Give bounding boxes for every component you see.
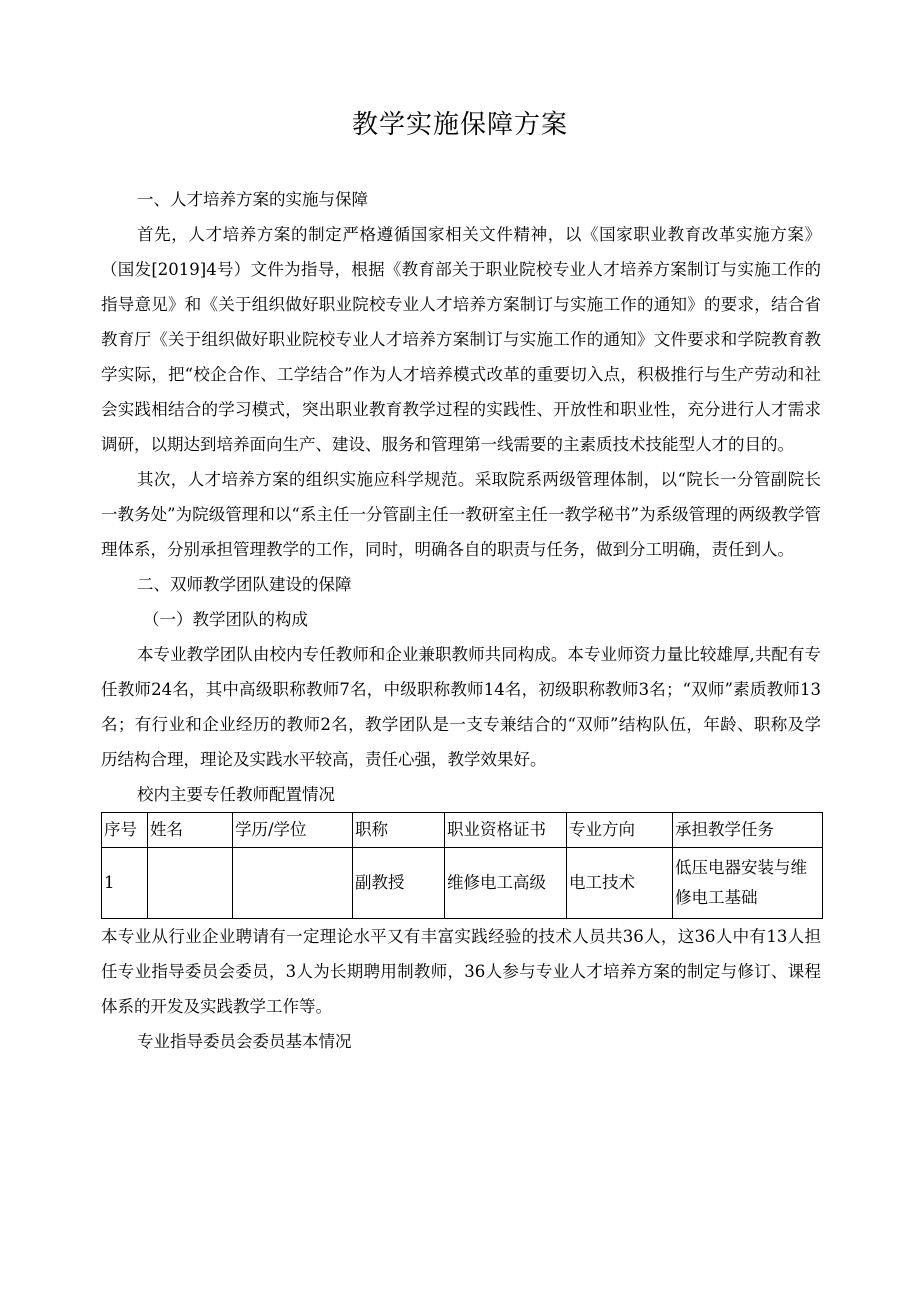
table-cell: 1 — [102, 848, 148, 919]
table-header-cell: 承担教学任务 — [673, 813, 823, 848]
document-body — [101, 182, 821, 1059]
section2-subheading-1: （一）教学团队的构成 — [143, 610, 308, 629]
table-cell — [148, 848, 233, 919]
teacher-table-caption: 校内主要专任教师配置情况 — [137, 785, 335, 804]
committee-table-caption: 专业指导委员会委员基本情况 — [137, 1032, 352, 1051]
table-cell — [233, 848, 353, 919]
section1-paragraph-2: 其次，人才培养方案的组织实施应科学规范。采取院系两级管理体制，以“院长一分管副院长一教务处”为院级管理和以“系主任一分管副主任一教研室主任一教学秘书”为系级管理的两级教学管理体系，分别承担管理教学的工作，同时，明确各自的职责与任务，做到分工明确，责任到人。 — [101, 470, 821, 559]
table-header-cell: 姓名 — [148, 813, 233, 848]
section2-heading: 二、双师教学团队建设的保障 — [137, 575, 352, 594]
section1-heading: 一、人才培养方案的实施与保障 — [137, 190, 368, 209]
table-cell: 低压电器安装与维修电工基础 — [673, 848, 823, 919]
document-title: 教学实施保障方案 — [351, 110, 568, 140]
table-header-cell: 职业资格证书 — [445, 813, 567, 848]
section1-paragraph-1: 首先，人才培养方案的制定严格遵循国家相关文件精神，以《国家职业教育改革实施方案》（国发[2019]4号）文件为指导，根据《教育部关于职业院校专业人才培养方案制订与实施工作的指导意见》和《关于组织做好职业院校专业人才培养方案制订与实施工作的通知》的要求，结合省教育厅《关于组织做好职业院校专业人才培养方案制订与实施工作的通知》文件要求和学院教育教学实际，把“校企合作、工学结合”作为人才培养模式改革的重要切入点，积极推行与生产劳动和社会实践相结合的学习模式，突出职业教育教学过程的实践性、开放性和职业性，充分进行人才需求调研，以期达到培养面向生产、建设、服务和管理第一线需要的主素质技术技能型人才的目的。 — [101, 225, 821, 454]
section2-paragraph-2: 本专业从行业企业聘请有一定理论水平又有丰富实践经验的技术人员共36人，这36人中有13人担任专业指导委员会委员，3人为长期聘用制教师，36人参与专业人才培养方案的制定与修订、课程体系的开发及实践教学工作等。 — [101, 927, 821, 1016]
table-header-cell: 学历/学位 — [233, 813, 353, 848]
table-header-row — [102, 813, 823, 848]
table-row — [102, 848, 823, 919]
table-cell: 电工技术 — [567, 848, 673, 919]
table-header-cell: 序号 — [102, 813, 148, 848]
teacher-table — [101, 812, 823, 919]
section2-paragraph-1: 本专业教学团队由校内专任教师和企业兼职教师共同构成。本专业师资力量比较雄厚,共配有专任教师24名，其中高级职称教师7名，中级职称教师14名，初级职称教师3名；“双师”素质教师13名；有行业和企业经历的教师2名，教学团队是一支专兼结合的“双师”结构队伍，年龄、职称及学历结构合理，理论及实践水平较高，责任心强，教学效果好。 — [101, 645, 821, 769]
table-header-cell: 专业方向 — [567, 813, 673, 848]
table-header-cell: 职称 — [353, 813, 445, 848]
table-cell: 副教授 — [353, 848, 445, 919]
table-cell: 维修电工高级 — [445, 848, 567, 919]
